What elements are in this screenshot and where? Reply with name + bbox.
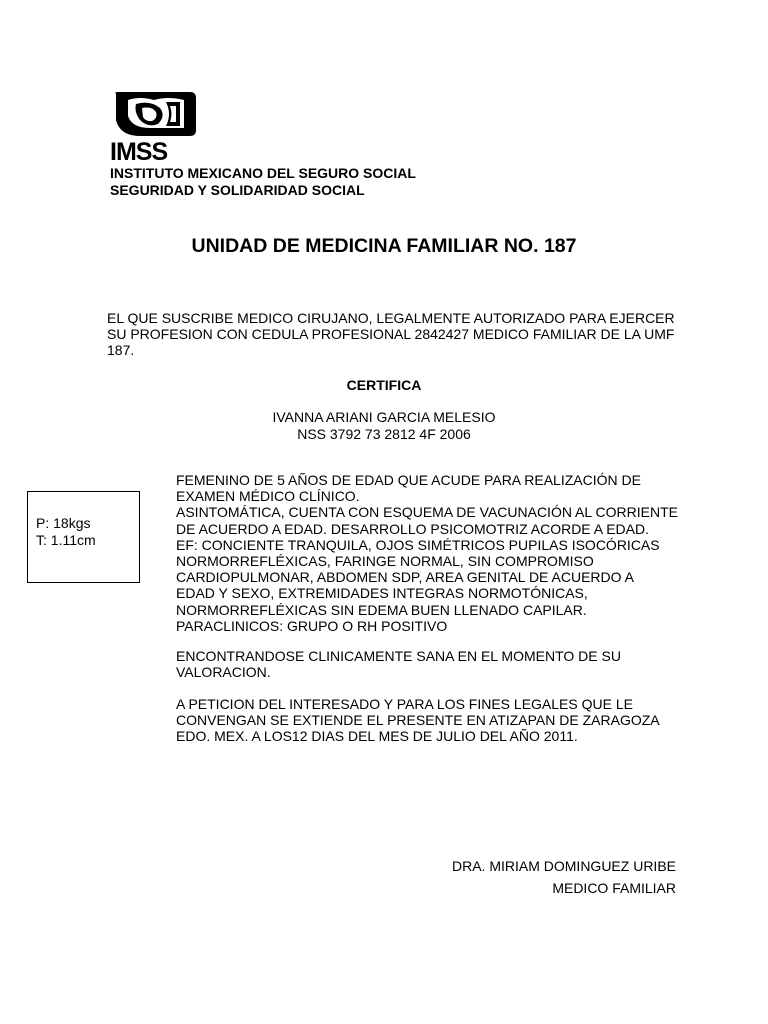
institution-motto: SEGURIDAD Y SOLIDARIDAD SOCIAL <box>110 182 365 198</box>
text-line: EDAD Y SEXO, EXTREMIDADES INTEGRAS NORMOTÓNICAS, <box>176 585 588 602</box>
text-line: NORMORREFLÉXICAS SIN EDEMA BUEN LLENADO CAPILAR. <box>176 601 587 618</box>
text-line: VALORACION. <box>176 664 271 681</box>
text-line: A PETICION DEL INTERESADO Y PARA LOS FINES LEGALES QUE LE <box>176 696 633 712</box>
text-line: 187. <box>107 342 135 359</box>
text-line: NORMORREFLÉXICAS, FARINGE NORMAL, SIN COMPROMISO <box>176 553 594 570</box>
signer-title: MEDICO FAMILIAR <box>552 880 676 896</box>
institution-name: INSTITUTO MEXICANO DEL SEGURO SOCIAL <box>110 165 416 181</box>
intro-paragraph <box>107 310 682 359</box>
text-line: EXAMEN MÉDICO CLÍNICO. <box>176 488 360 505</box>
height-value: T: 1.11cm <box>36 532 96 548</box>
imss-logo <box>110 90 200 166</box>
weight-value: P: 18kgs <box>36 515 91 531</box>
signer-name: DRA. MIRIAM DOMINGUEZ URIBE <box>451 858 676 874</box>
imss-logo-text: IMSS <box>110 138 168 166</box>
findings-paragraph <box>176 472 706 634</box>
signature-block <box>452 855 676 899</box>
text-line: DE ACUERDO A EDAD. DESARROLLO PSICOMOTRIZ ACORDE A EDAD. <box>176 520 649 537</box>
text-line: PARACLINICOS: GRUPO O RH POSITIVO <box>176 617 448 634</box>
text-line: ASINTOMÁTICA, CUENTA CON ESQUEMA DE VACUNACIÓN AL CORRIENTE <box>176 504 679 521</box>
text-line: ENCONTRANDOSE CLINICAMENTE SANA EN EL MOMENTO DE SU <box>176 648 621 664</box>
text-line: CONVENGAN SE EXTIENDE EL PRESENTE EN ATIZAPAN DE ZARAGOZA <box>176 712 660 729</box>
patient-name: IVANNA ARIANI GARCIA MELESIO <box>272 409 496 425</box>
patient-block <box>0 409 768 443</box>
text-line: FEMENINO DE 5 AÑOS DE EDAD QUE ACUDE PARA REALIZACIÓN DE <box>176 472 641 488</box>
certifica-heading: CERTIFICA <box>346 377 422 393</box>
conclusion-paragraph <box>176 648 706 680</box>
closing-paragraph <box>176 696 706 745</box>
text-line: EDO. MEX. A LOS12 DIAS DEL MES DE JULIO DEL AÑO 2011. <box>176 728 578 745</box>
text-line: EL QUE SUSCRIBE MEDICO CIRUJANO, LEGALMENTE AUTORIZADO PARA EJERCER <box>107 310 675 326</box>
patient-nss: NSS 3792 73 2812 4F 2006 <box>297 426 471 442</box>
text-line: CARDIOPULMONAR, ABDOMEN SDP, AREA GENITAL DE ACUERDO A <box>176 569 634 586</box>
text-line: SU PROFESION CON CEDULA PROFESIONAL 2842427 MEDICO FAMILIAR DE LA UMF <box>107 326 675 343</box>
unit-title: UNIDAD DE MEDICINA FAMILIAR NO. 187 <box>191 235 577 257</box>
text-line: EF: CONCIENTE TRANQUILA, OJOS SIMÉTRICOS PUPILAS ISOCÓRICAS <box>176 536 660 553</box>
imss-eagle-emblem-icon <box>110 90 200 140</box>
vitals-text <box>36 515 96 549</box>
institution-header <box>110 165 416 199</box>
